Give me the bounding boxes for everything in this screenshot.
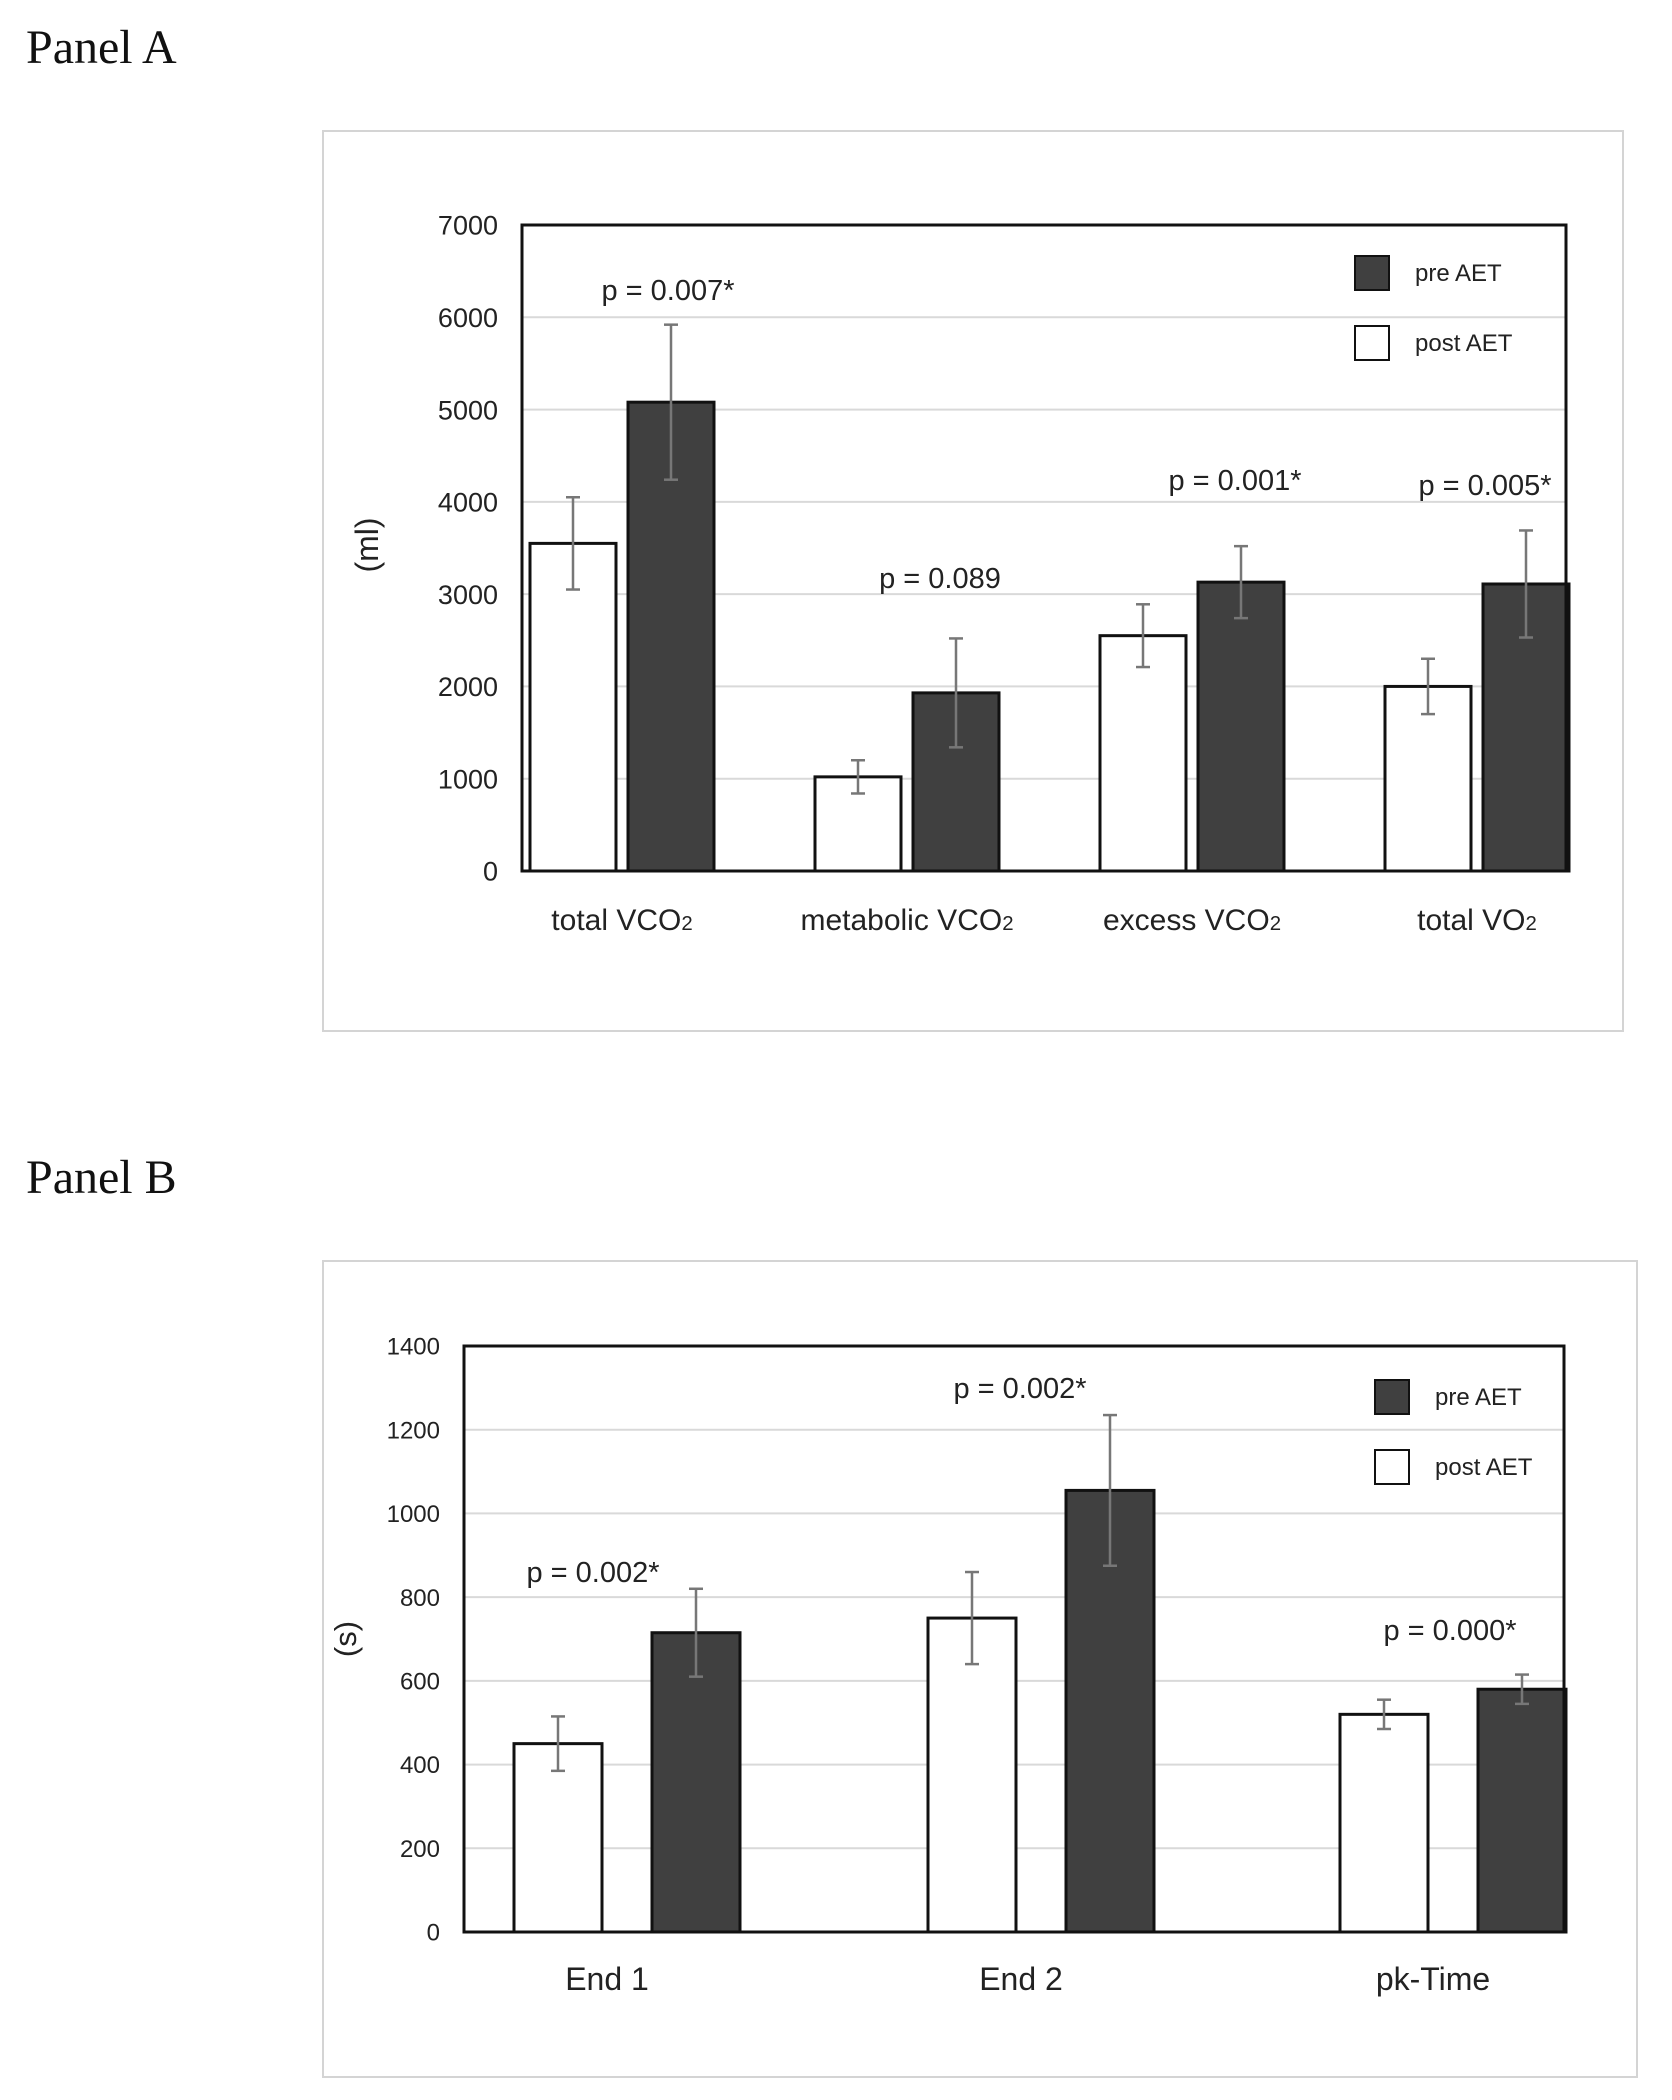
y-axis-label: (s) <box>328 1620 363 1658</box>
y-tick-label: 600 <box>399 1668 440 1696</box>
y-tick-label: 1000 <box>437 764 498 795</box>
category-label <box>979 1961 1063 1997</box>
category-label-subscript: 2 <box>681 913 693 935</box>
legend-label: post AET <box>1415 330 1513 357</box>
y-tick-label: 4000 <box>437 487 498 518</box>
category-label <box>1376 1961 1490 1997</box>
p-value-annotation: p = 0.005* <box>1418 470 1552 502</box>
p-value-annotation: p = 0.002* <box>526 1557 660 1589</box>
y-tick-label: 800 <box>399 1584 440 1612</box>
y-tick-label: 1200 <box>386 1417 440 1445</box>
category-label <box>565 1961 649 1997</box>
panel-b-title: Panel B <box>26 1151 177 1204</box>
y-tick-label: 0 <box>482 856 498 887</box>
y-tick-label: 1000 <box>386 1501 440 1529</box>
y-tick-label: 6000 <box>437 303 498 334</box>
category-label-subscript: 2 <box>1269 913 1282 935</box>
legend-swatch-post <box>1375 1450 1409 1484</box>
category-label-subscript: 2 <box>1002 913 1014 935</box>
category-label-text: metabolic VCO <box>800 904 1003 937</box>
category-label-text: End 1 <box>565 1961 649 1997</box>
p-value-annotation: p = 0.002* <box>953 1373 1087 1405</box>
p-value-annotation: p = 0.007* <box>601 275 735 307</box>
category-label-text: total VO <box>1417 904 1526 937</box>
legend-label: post AET <box>1435 1454 1533 1481</box>
y-axis-label: (ml) <box>349 517 385 573</box>
panel-a-title: Panel A <box>26 21 177 74</box>
p-value-annotation: p = 0.001* <box>1168 465 1302 497</box>
category-label-subscript: 2 <box>1525 913 1537 935</box>
bar-pre-2 <box>1478 1689 1566 1932</box>
p-value-annotation: p = 0.089 <box>879 563 1001 595</box>
y-tick-label: 7000 <box>437 210 498 241</box>
legend-swatch-pre <box>1375 1380 1409 1414</box>
y-tick-label: 3000 <box>437 579 498 610</box>
bar-post-2 <box>1340 1714 1428 1932</box>
p-value-annotation: p = 0.000* <box>1383 1615 1517 1647</box>
category-label-text: total VCO <box>551 904 682 937</box>
y-tick-label: 400 <box>399 1752 440 1780</box>
y-tick-label: 1400 <box>386 1333 440 1361</box>
category-label-text: excess VCO <box>1102 904 1270 937</box>
category-label-text: pk-Time <box>1375 1961 1491 1997</box>
y-tick-label: 0 <box>426 1919 440 1947</box>
y-tick-label: 2000 <box>437 672 498 703</box>
legend-label: pre AET <box>1415 260 1502 287</box>
y-tick-label: 5000 <box>437 395 498 426</box>
y-tick-label: 200 <box>399 1835 440 1863</box>
legend-label: pre AET <box>1435 1384 1522 1411</box>
category-label-text: End 2 <box>979 1961 1063 1997</box>
